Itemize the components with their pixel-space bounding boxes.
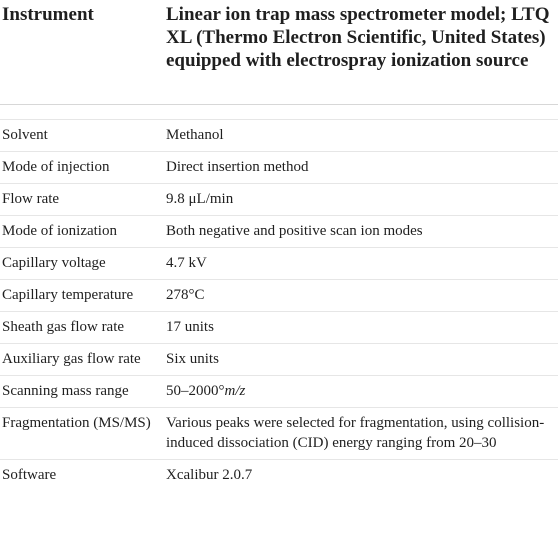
row-label: Software	[2, 466, 57, 483]
row-label: Fragmentation (MS/MS)	[0, 407, 166, 459]
table-row	[0, 311, 558, 343]
table-row	[0, 407, 558, 459]
row-label: Mode of ionization	[0, 215, 166, 247]
row-value: Both negative and positive scan ion modes	[166, 215, 558, 247]
table-row	[0, 343, 558, 375]
row-value: Various peaks were selected for fragmentation, using collision-induced dissociation (CID) energy ranging from 20–30	[166, 407, 558, 459]
row-value: Xcalibur 2.0.7	[166, 466, 253, 483]
table-spacer-row	[0, 104, 558, 119]
row-label: Mode of injection	[0, 151, 166, 183]
table-row	[0, 151, 558, 183]
row-label: Capillary temperature	[0, 279, 166, 311]
row-label: Auxiliary gas flow rate	[0, 343, 166, 375]
row-label: Capillary voltage	[0, 247, 166, 279]
row-label: Solvent	[0, 119, 166, 151]
header-instrument-label: Instrument	[0, 0, 166, 104]
header-instrument-description: Linear ion trap mass spectrometer model; LTQ XL (Thermo Electron Scientific, United States) equipped with electrospray ionization source	[166, 0, 558, 104]
row-label: Scanning mass range	[0, 375, 166, 407]
row-value: 17 units	[166, 311, 558, 343]
table-row	[0, 375, 558, 407]
table-row	[0, 459, 558, 491]
row-value: Six units	[166, 343, 558, 375]
table-header	[0, 0, 558, 104]
mass-range-unit: m/z	[224, 382, 246, 399]
row-value	[166, 375, 558, 407]
row-value: 278°C	[166, 279, 558, 311]
row-value: 4.7 kV	[166, 247, 558, 279]
table-row	[0, 279, 558, 311]
table-row	[0, 215, 558, 247]
row-value: Direct insertion method	[166, 151, 558, 183]
row-label: Sheath gas flow rate	[0, 311, 166, 343]
table-body	[0, 104, 558, 491]
row-label: Flow rate	[0, 183, 166, 215]
spacer-cell	[0, 104, 558, 119]
table-row	[0, 183, 558, 215]
row-value: Methanol	[166, 119, 558, 151]
table-row	[0, 119, 558, 151]
table-row	[0, 247, 558, 279]
mass-range-number: 50–2000°	[166, 382, 225, 399]
row-value: 9.8 μL/min	[166, 183, 558, 215]
header-row	[0, 0, 558, 104]
